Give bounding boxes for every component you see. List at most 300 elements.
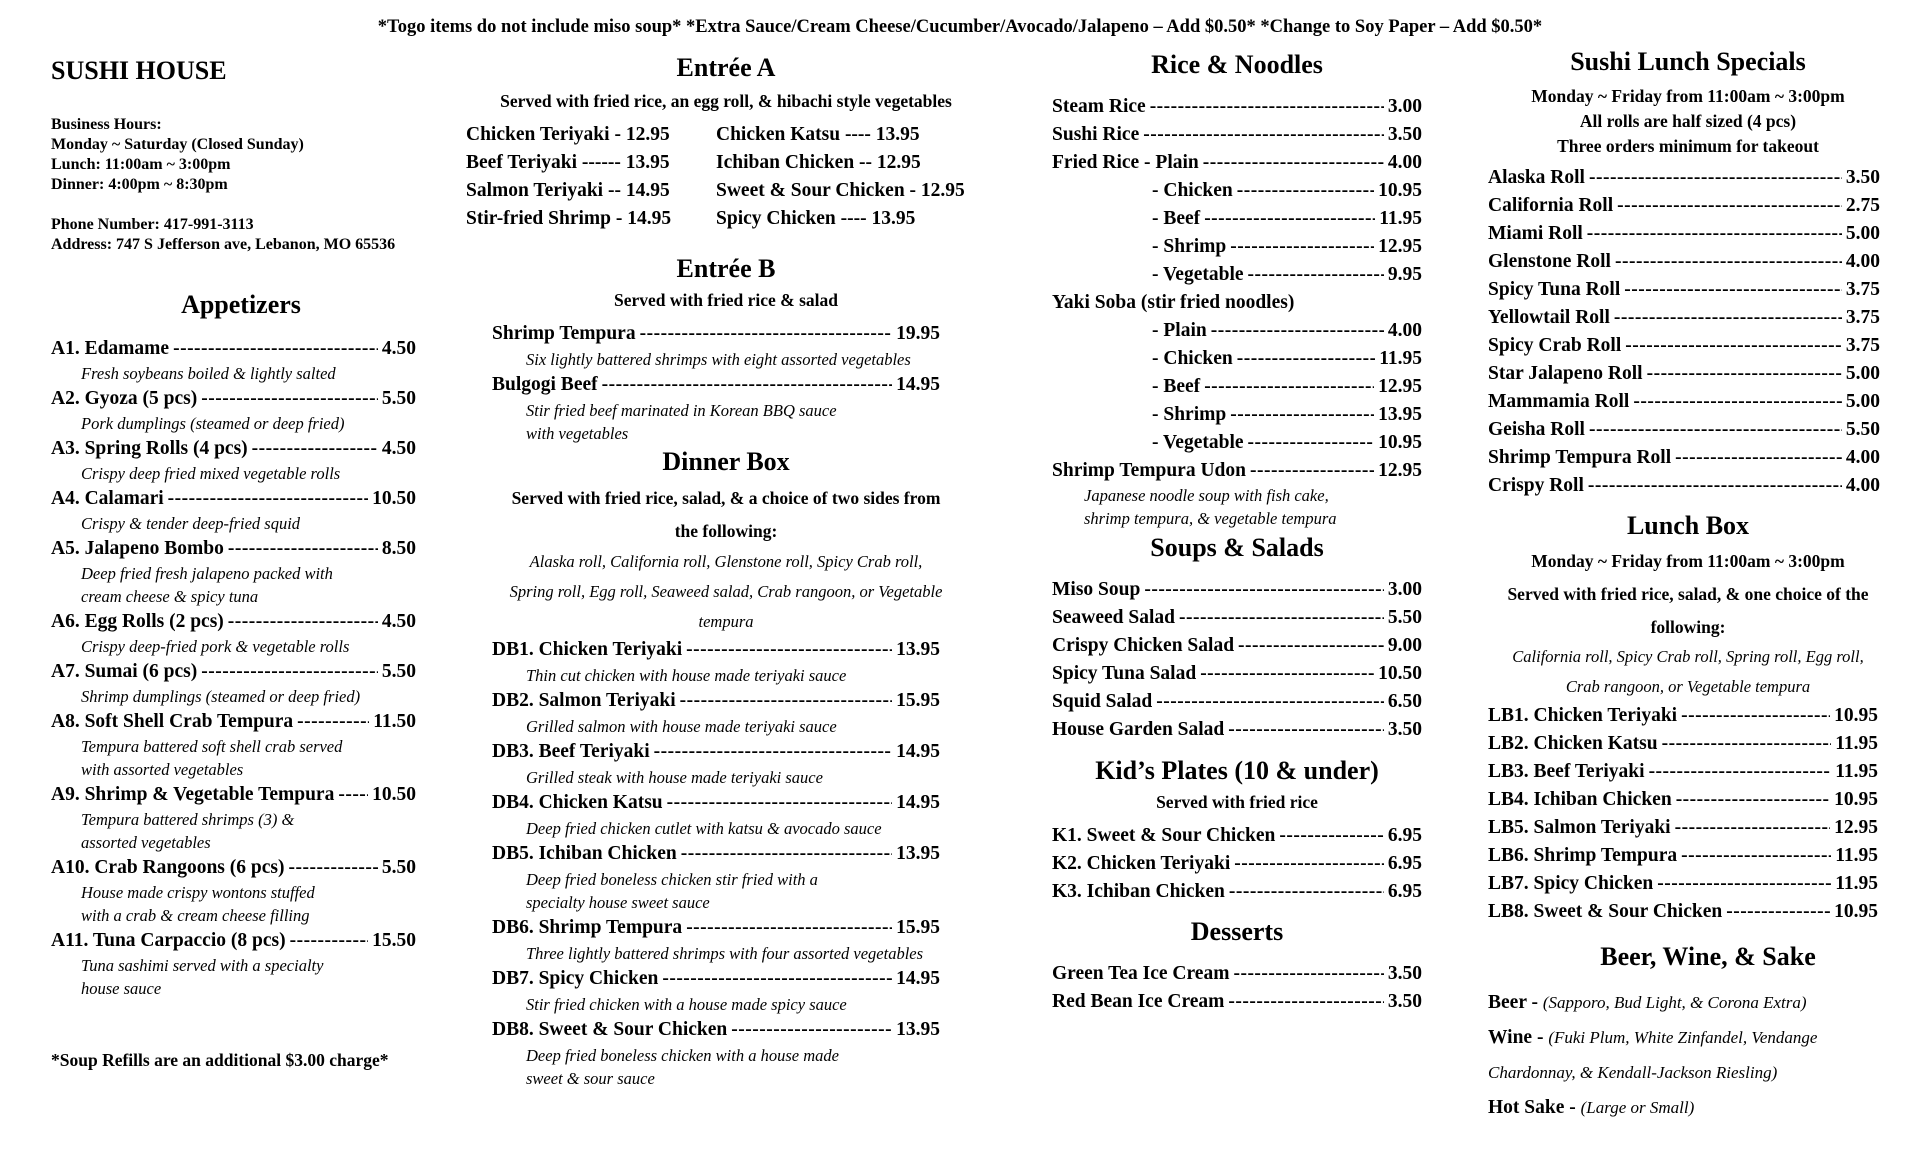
item-name: A7. Sumai (6 pcs) [51,661,198,682]
item-name: Glenstone Roll [1488,251,1611,272]
item-name: DB3. Beef Teriyaki [492,741,650,762]
soup-salad-item [1052,716,1422,744]
item-name: - Shrimp [1152,236,1227,257]
contact-info [51,215,395,255]
lunch-roll-item [1488,192,1880,220]
soup-salad-item [1052,604,1422,632]
item-price: 12.95 [1378,236,1422,257]
dinner-box-item [492,789,940,817]
item-price: 19.95 [896,323,940,344]
sake-line [1488,1090,1888,1125]
item-description: Tempura battered soft shell crab served [81,737,343,756]
item-price: 3.75 [1845,307,1880,328]
item-price: 10.50 [1378,663,1422,684]
item-name: DB5. Ichiban Chicken [492,843,677,864]
dot-leader [290,927,369,954]
dot-leader [1587,220,1842,248]
kids-item [1052,822,1422,850]
appetizer-item [51,435,416,462]
rice-noodle-item [1052,205,1422,233]
item-name: LB6. Shrimp Tempura [1488,845,1678,866]
item-price: 4.50 [381,438,416,459]
item-price: 6.50 [1387,691,1422,712]
item-price: 14.95 [896,968,940,989]
item-price: 10.50 [372,488,416,509]
dot-leader [228,608,378,635]
rice-noodle-item [1052,373,1422,401]
lunch-box-item [1488,898,1878,926]
item-description: Tuna sashimi served with a specialty [81,956,324,975]
item-description: Fresh soybeans boiled & lightly salted [81,364,336,383]
entree-a-right-list [716,121,996,233]
item-name: Bulgogi Beef [492,374,598,395]
soup-salad-item [1052,632,1422,660]
wine-desc-2: Chardonnay, & Kendall-Jackson Riesling) [1488,1063,1778,1082]
item-price: 14.95 [896,792,940,813]
dot-leader [1250,457,1374,485]
dot-leader [1211,317,1384,345]
dot-leader [1615,248,1842,276]
dot-leader [1675,814,1831,842]
item-name: DB2. Salmon Teriyaki [492,690,676,711]
rice-noodle-item [1052,261,1422,289]
item-description: Crispy deep-fried pork & vegetable rolls [81,637,350,656]
lunch-box-sides-line2: Crab rangoon, or Vegetable tempura [1565,677,1811,696]
dot-leader [654,738,892,766]
item-price: 15.95 [896,917,940,938]
item-description: sweet & sour sauce [526,1069,655,1088]
entree-a-item: Sweet & Sour Chicken - 12.95 [716,180,965,201]
dot-leader [1228,716,1384,744]
beer-label: Beer - [1488,992,1538,1013]
item-price: 10.95 [1378,432,1422,453]
dinner-box-sides-line3: tempura [698,612,754,631]
rice-noodle-item [1052,429,1422,457]
item-price: 15.95 [896,690,940,711]
dot-leader [731,1016,892,1044]
item-price: 12.95 [1834,817,1878,838]
dinner-box-item [492,1016,940,1044]
entree-a-left-list [466,121,716,233]
item-price: 3.50 [1387,991,1422,1012]
lunch-box-item [1488,814,1878,842]
lunch-box-item [1488,730,1878,758]
phone-number: Phone Number: 417-991-3113 [51,216,254,233]
lunch-roll-item [1488,416,1880,444]
item-price: 5.50 [1387,607,1422,628]
lunch-box-item [1488,842,1878,870]
item-description: Deep fried boneless chicken with a house made [526,1046,839,1065]
dot-leader [1248,261,1384,289]
dot-leader [1647,360,1842,388]
soup-refill-note: *Soup Refills are an additional $3.00 charge* [51,1050,389,1070]
item-name: Seaweed Salad [1052,607,1175,628]
item-description: Shrimp dumplings (steamed or deep fried) [81,687,361,706]
item-name: Green Tea Ice Cream [1052,963,1230,984]
item-price: 13.95 [896,1019,940,1040]
lunch-roll-item [1488,164,1880,192]
item-name: Spicy Tuna Salad [1052,663,1197,684]
dessert-item [1052,960,1422,988]
entree-a-item: Salmon Teriyaki -- 14.95 [466,180,670,201]
lunch-roll-item [1488,276,1880,304]
item-description: Thin cut chicken with house made teriyaki sauce [526,666,847,685]
dot-leader [1150,93,1384,121]
dot-leader [1237,177,1374,205]
dot-leader [1676,786,1830,814]
item-name: - Shrimp [1152,404,1227,425]
dot-leader [1237,345,1375,373]
item-price: 12.95 [1378,376,1422,397]
item-price: 4.00 [1845,475,1880,496]
item-name: Fried Rice - Plain [1052,152,1199,173]
entree-a-item: Chicken Katsu ---- 13.95 [716,124,920,145]
hours-lunch: Lunch: 11:00am ~ 3:00pm [51,156,231,173]
item-price: 4.50 [381,611,416,632]
lunch-roll-item [1488,248,1880,276]
dot-leader [667,789,892,817]
item-name: House Garden Salad [1052,719,1225,740]
lunch-specials-minimum: Three orders minimum for takeout [1557,136,1819,156]
dot-leader [686,636,892,664]
dot-leader [602,371,893,399]
entree-a-title: Entrée A [676,53,776,82]
dot-leader [1589,416,1842,444]
dot-leader [252,435,378,462]
item-name: A10. Crab Rangoons (6 pcs) [51,857,285,878]
soups-salads-title: Soups & Salads [1150,533,1324,562]
dinner-box-subtitle-line1: Served with fried rice, salad, & a choice of two sides from [511,488,941,508]
lunch-box-subtitle-line2: following: [1650,617,1726,637]
dot-leader [1248,429,1375,457]
item-price: 4.50 [381,338,416,359]
item-price: 14.95 [896,374,940,395]
entree-b-subtitle: Served with fried rice & salad [613,290,839,310]
dot-leader [1625,332,1842,360]
hours-dinner: Dinner: 4:00pm ~ 8:30pm [51,176,228,193]
item-name: A9. Shrimp & Vegetable Tempura [51,784,335,805]
lunch-box-item [1488,702,1878,730]
item-name: LB8. Sweet & Sour Chicken [1488,901,1723,922]
soup-salad-item [1052,688,1422,716]
dinner-box-item [492,840,940,868]
item-name: DB1. Chicken Teriyaki [492,639,683,660]
item-name: LB7. Spicy Chicken [1488,873,1654,894]
rice-noodle-item [1052,345,1422,373]
item-description: Tempura battered shrimps (3) & [81,810,295,829]
item-price: 5.50 [1845,419,1880,440]
dinner-box-subtitle [466,482,986,548]
item-description: Grilled steak with house made teriyaki sauce [526,768,823,787]
item-price: 11.50 [373,711,416,732]
dot-leader [201,385,378,412]
udon-description [1084,484,1337,530]
item-name: A6. Egg Rolls (2 pcs) [51,611,224,632]
item-price: 3.50 [1387,963,1422,984]
hours-days: Monday ~ Saturday (Closed Sunday) [51,136,304,153]
lunch-roll-item [1488,220,1880,248]
item-price: 11.95 [1379,348,1422,369]
item-price: 12.95 [1378,460,1422,481]
item-name: Red Bean Ice Cream [1052,991,1225,1012]
item-price: 5.00 [1845,223,1880,244]
dot-leader [1617,192,1842,220]
item-name: Shrimp Tempura [492,323,636,344]
item-name: - Chicken [1152,180,1233,201]
wine-desc-1: (Fuki Plum, White Zinfandel, Vendange [1548,1028,1818,1047]
item-description: with assorted vegetables [81,760,244,779]
item-description: cream cheese & spicy tuna [81,587,259,606]
dot-leader [1233,960,1383,988]
appetizer-item [51,385,416,412]
item-price: 13.95 [896,843,940,864]
desserts-title: Desserts [1190,917,1284,946]
dot-leader [1203,149,1384,177]
entree-b-item [492,371,940,399]
item-name: Spicy Crab Roll [1488,335,1622,356]
rice-noodles-list [1052,93,1422,485]
item-name: - Vegetable [1152,264,1244,285]
item-description: with vegetables [526,424,629,443]
appetizer-item [51,658,416,685]
item-name: - Chicken [1152,348,1233,369]
item-name: Steam Rice [1052,96,1146,117]
item-description: Deep fried chicken cutlet with katsu & avocado sauce [526,819,882,838]
item-name: - Beef [1152,208,1201,229]
item-description: Crispy deep fried mixed vegetable rolls [81,464,341,483]
item-price: 5.50 [381,388,416,409]
item-price: 14.95 [896,741,940,762]
item-price: 4.00 [1845,447,1880,468]
item-price: 5.50 [381,661,416,682]
dot-leader [1229,878,1384,906]
dot-leader [297,708,369,735]
appetizers-list [51,335,416,1000]
item-price: 3.50 [1387,124,1422,145]
item-name: A2. Gyoza (5 pcs) [51,388,198,409]
kids-list [1052,822,1422,906]
dot-leader [1200,660,1374,688]
item-price: 3.75 [1845,279,1880,300]
dot-leader [1614,304,1842,332]
item-price: 11.95 [1835,761,1878,782]
item-name: A3. Spring Rolls (4 pcs) [51,438,248,459]
item-price: 3.50 [1387,719,1422,740]
dot-leader [173,335,378,362]
lunch-roll-item [1488,332,1880,360]
appetizers-title: Appetizers [181,290,301,319]
item-price: 11.95 [1379,208,1422,229]
lunch-specials-info [1488,84,1888,159]
item-name: Sushi Rice [1052,124,1140,145]
item-name: A5. Jalapeno Bombo [51,538,224,559]
lunch-box-item [1488,786,1878,814]
item-price: 5.00 [1845,363,1880,384]
dot-leader [1662,730,1832,758]
item-price: 4.00 [1845,251,1880,272]
dinner-box-list [492,636,940,1090]
rice-noodles-title: Rice & Noodles [1151,50,1323,79]
item-description: Stir fried beef marinated in Korean BBQ sauce [526,401,837,420]
item-name: Squid Salad [1052,691,1153,712]
dot-leader [1179,604,1384,632]
lunch-specials-list [1488,164,1880,500]
item-price: 3.00 [1387,579,1422,600]
item-price: 13.95 [896,639,940,660]
hours-label: Business Hours: [51,116,162,133]
item-price: 10.95 [1834,901,1878,922]
item-price: 15.50 [372,930,416,951]
item-price: 11.95 [1835,733,1878,754]
dinner-box-item [492,914,940,942]
dot-leader [1588,472,1842,500]
item-price: 4.00 [1387,152,1422,173]
rice-noodle-item [1052,457,1422,485]
item-name: California Roll [1488,195,1614,216]
entree-a-item: Chicken Teriyaki - 12.95 [466,124,670,145]
item-name: - Vegetable [1152,432,1244,453]
dot-leader [1204,205,1375,233]
kids-subtitle: Served with fried rice [1156,792,1318,812]
lunch-box-subtitle-line1: Served with fried rice, salad, & one choice of the [1507,584,1869,604]
dinner-box-sides [466,547,986,637]
dot-leader [1681,842,1831,870]
udon-desc-line2: shrimp tempura, & vegetable tempura [1084,509,1337,528]
item-name: LB2. Chicken Katsu [1488,733,1658,754]
item-description: house sauce [81,979,162,998]
sake-desc: (Large or Small) [1580,1098,1695,1117]
item-description: assorted vegetables [81,833,211,852]
kids-title: Kid’s Plates (10 & under) [1095,756,1379,785]
dot-leader [1589,164,1842,192]
item-price: 6.95 [1387,825,1422,846]
entree-a-item: Stir-fried Shrimp - 14.95 [466,208,672,229]
dinner-box-subtitle-line2: the following: [674,521,778,541]
dot-leader [1204,373,1374,401]
item-name: DB7. Spicy Chicken [492,968,659,989]
dinner-box-sides-line2: Spring roll, Egg roll, Seaweed salad, Crab rangoon, or Vegetable [509,582,943,601]
dot-leader [640,320,893,348]
beer-line [1488,985,1888,1020]
dot-leader [338,781,368,808]
dot-leader [681,840,892,868]
item-name: Alaska Roll [1488,167,1585,188]
beer-desc: (Sapporo, Bud Light, & Corona Extra) [1542,993,1807,1012]
item-price: 13.95 [1378,404,1422,425]
dot-leader [662,965,892,993]
item-name: Crispy Chicken Salad [1052,635,1235,656]
item-name: A8. Soft Shell Crab Tempura [51,711,294,732]
dot-leader [686,914,892,942]
item-name: Spicy Tuna Roll [1488,279,1621,300]
business-hours [51,115,304,195]
item-name: K1. Sweet & Sour Chicken [1052,825,1276,846]
entree-b-title: Entrée B [676,254,776,283]
lunch-box-item [1488,758,1878,786]
rice-noodle-item [1052,401,1422,429]
dinner-box-item [492,687,940,715]
item-description: Pork dumplings (steamed or deep fried) [81,414,345,433]
rice-noodle-item [1052,317,1422,345]
dot-leader [1624,276,1842,304]
dinner-box-item [492,738,940,766]
item-price: 9.95 [1387,264,1422,285]
appetizer-item [51,781,416,808]
dot-leader [288,854,377,881]
dot-leader [168,485,368,512]
lunch-box-title: Lunch Box [1626,511,1750,540]
item-price: 10.95 [1834,705,1878,726]
appetizer-item [51,535,416,562]
entree-a-item: Beef Teriyaki ------ 13.95 [466,152,670,173]
item-price: 3.75 [1845,335,1880,356]
soup-salad-item [1052,576,1422,604]
dot-leader [1633,388,1842,416]
item-name: DB8. Sweet & Sour Chicken [492,1019,728,1040]
address: Address: 747 S Jefferson ave, Lebanon, MO 65536 [51,236,396,253]
item-name: Mammamia Roll [1488,391,1630,412]
item-name: Shrimp Tempura Roll [1488,447,1672,468]
item-description: specialty house sweet sauce [526,893,710,912]
item-description: Grilled salmon with house made teriyaki sauce [526,717,837,736]
dot-leader [1230,233,1374,261]
item-name: Star Jalapeno Roll [1488,363,1643,384]
entree-a-item: Ichiban Chicken -- 12.95 [716,152,921,173]
dinner-box-title: Dinner Box [662,447,790,476]
item-name: Crispy Roll [1488,475,1584,496]
item-price: 5.00 [1845,391,1880,412]
dot-leader [1144,576,1384,604]
kids-item [1052,878,1422,906]
item-price: 6.95 [1387,881,1422,902]
item-name: Miami Roll [1488,223,1583,244]
item-description: House made crispy wontons stuffed [81,883,315,902]
item-name: LB4. Ichiban Chicken [1488,789,1672,810]
appetizer-item [51,927,416,954]
lunch-box-list [1488,702,1878,926]
item-name: LB5. Salmon Teriyaki [1488,817,1671,838]
dot-leader [1156,688,1384,716]
item-price: 11.95 [1835,845,1878,866]
desserts-list [1052,960,1422,1016]
rice-noodle-item [1052,93,1422,121]
item-name: Yaki Soba (stir fried noodles) [1052,292,1295,313]
kids-item [1052,850,1422,878]
dot-leader [1675,444,1842,472]
item-name: K3. Ichiban Chicken [1052,881,1225,902]
dot-leader [1230,401,1374,429]
udon-desc-line1: Japanese noodle soup with fish cake, [1084,486,1329,505]
dot-leader [228,535,378,562]
item-description: Deep fried fresh jalapeno packed with [81,564,333,583]
item-price: 6.95 [1387,853,1422,874]
dot-leader [1238,632,1384,660]
rice-noodle-item [1052,121,1422,149]
lunch-specials-title: Sushi Lunch Specials [1570,47,1806,76]
dessert-item [1052,988,1422,1016]
lunch-roll-item [1488,472,1880,500]
item-price: 4.00 [1387,320,1422,341]
entree-b-list [492,320,940,445]
item-name: K2. Chicken Teriyaki [1052,853,1231,874]
item-name: A11. Tuna Carpaccio (8 pcs) [51,930,286,951]
restaurant-name: SUSHI HOUSE [51,56,227,85]
item-description: Crispy & tender deep-fried squid [81,514,301,533]
sake-label: Hot Sake - [1488,1097,1576,1118]
item-description: Deep fried boneless chicken stir fried with a [526,870,818,889]
appetizer-item [51,485,416,512]
item-price: 9.00 [1387,635,1422,656]
